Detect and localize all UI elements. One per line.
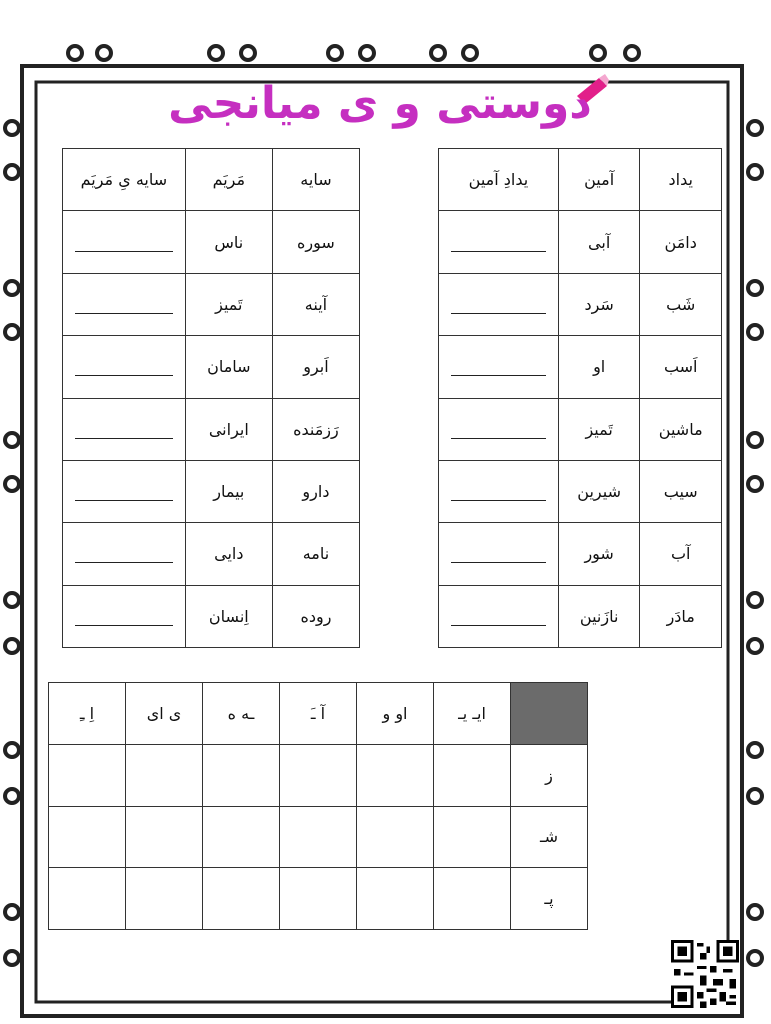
answer-cell[interactable] xyxy=(357,868,434,930)
letter-label: پـ xyxy=(511,868,588,930)
answer-blank[interactable] xyxy=(63,336,186,398)
word-cell: سوره xyxy=(272,211,359,273)
answer-blank[interactable] xyxy=(439,336,559,398)
answer-blank[interactable] xyxy=(63,460,186,522)
answer-blank[interactable] xyxy=(63,273,186,335)
answer-cell[interactable] xyxy=(357,806,434,868)
table-row xyxy=(49,744,588,806)
answer-blank[interactable] xyxy=(63,398,186,460)
answer-blank[interactable] xyxy=(439,273,559,335)
answer-cell[interactable] xyxy=(49,806,126,868)
word-cell: شیرین xyxy=(558,460,640,522)
table-row xyxy=(439,273,722,335)
vowel-header: ی ای xyxy=(126,683,203,745)
answer-cell[interactable] xyxy=(280,744,357,806)
answer-cell[interactable] xyxy=(126,868,203,930)
vowel-header: آ ـَ xyxy=(280,683,357,745)
word-cell: آینه xyxy=(272,273,359,335)
table-row xyxy=(63,460,360,522)
table-row xyxy=(439,460,722,522)
word-cell: اَبرو xyxy=(272,336,359,398)
corner-cell xyxy=(511,683,588,745)
word-cell: دامَن xyxy=(640,211,722,273)
table-row xyxy=(439,523,722,585)
answer-cell[interactable] xyxy=(49,744,126,806)
right-word-table xyxy=(438,148,722,648)
answer-blank[interactable] xyxy=(439,460,559,522)
header-cell: آمین xyxy=(558,149,640,211)
table-row xyxy=(49,868,588,930)
vowel-header: او و xyxy=(357,683,434,745)
word-cell: سامان xyxy=(185,336,272,398)
table-row xyxy=(439,398,722,460)
answer-cell[interactable] xyxy=(434,868,511,930)
answer-cell[interactable] xyxy=(434,744,511,806)
answer-cell[interactable] xyxy=(49,868,126,930)
word-cell: دایی xyxy=(185,523,272,585)
vowel-header: اِ ـِ xyxy=(49,683,126,745)
table-row xyxy=(63,336,360,398)
word-cell: اَسب xyxy=(640,336,722,398)
answer-blank[interactable] xyxy=(63,523,186,585)
table-row xyxy=(63,398,360,460)
header-cell: مَریَم xyxy=(185,149,272,211)
table-header-row xyxy=(63,149,360,211)
word-cell: شَب xyxy=(640,273,722,335)
qr-code xyxy=(670,940,740,1008)
word-cell: آب xyxy=(640,523,722,585)
table-row xyxy=(49,806,588,868)
page-title: دوستی و ی میانجی xyxy=(168,78,592,129)
table-row xyxy=(63,273,360,335)
header-cell: سایه یِ مَریَم xyxy=(63,149,186,211)
word-cell: شور xyxy=(558,523,640,585)
answer-cell[interactable] xyxy=(203,744,280,806)
header-cell: یداد xyxy=(640,149,722,211)
answer-blank[interactable] xyxy=(63,585,186,647)
word-cell: نامه xyxy=(272,523,359,585)
word-cell: ناس xyxy=(185,211,272,273)
header-cell: سایه xyxy=(272,149,359,211)
letter-label: ز xyxy=(511,744,588,806)
word-cell: ماشین xyxy=(640,398,722,460)
answer-cell[interactable] xyxy=(280,806,357,868)
answer-cell[interactable] xyxy=(280,868,357,930)
answer-cell[interactable] xyxy=(126,744,203,806)
table-row xyxy=(439,211,722,273)
answer-blank[interactable] xyxy=(439,585,559,647)
answer-cell[interactable] xyxy=(126,806,203,868)
word-cell: بیمار xyxy=(185,460,272,522)
word-cell: آبی xyxy=(558,211,640,273)
answer-cell[interactable] xyxy=(434,806,511,868)
table-header-row xyxy=(439,149,722,211)
word-cell: ایرانی xyxy=(185,398,272,460)
table-row xyxy=(63,211,360,273)
letter-label: شـ xyxy=(511,806,588,868)
word-cell: سیب xyxy=(640,460,722,522)
word-cell: او xyxy=(558,336,640,398)
word-cell: روده xyxy=(272,585,359,647)
answer-cell[interactable] xyxy=(357,744,434,806)
table-row xyxy=(439,336,722,398)
vowel-header: ایـ یـ xyxy=(434,683,511,745)
answer-blank[interactable] xyxy=(63,211,186,273)
table-header-row xyxy=(49,683,588,745)
answer-blank[interactable] xyxy=(439,523,559,585)
answer-cell[interactable] xyxy=(203,868,280,930)
table-row xyxy=(63,523,360,585)
word-cell: دارو xyxy=(272,460,359,522)
answer-cell[interactable] xyxy=(203,806,280,868)
word-cell: نازَنین xyxy=(558,585,640,647)
word-cell: سَرد xyxy=(558,273,640,335)
word-cell: اِنسان xyxy=(185,585,272,647)
table-row xyxy=(439,585,722,647)
word-cell: تَمیز xyxy=(185,273,272,335)
left-word-table xyxy=(62,148,360,648)
vowel-header: ـه ه xyxy=(203,683,280,745)
answer-blank[interactable] xyxy=(439,398,559,460)
word-cell: رَزمَنده xyxy=(272,398,359,460)
letter-combination-table xyxy=(48,682,588,930)
header-cell: یدادِ آمین xyxy=(439,149,559,211)
word-cell: مادَر xyxy=(640,585,722,647)
table-row xyxy=(63,585,360,647)
word-cell: تَمیز xyxy=(558,398,640,460)
answer-blank[interactable] xyxy=(439,211,559,273)
